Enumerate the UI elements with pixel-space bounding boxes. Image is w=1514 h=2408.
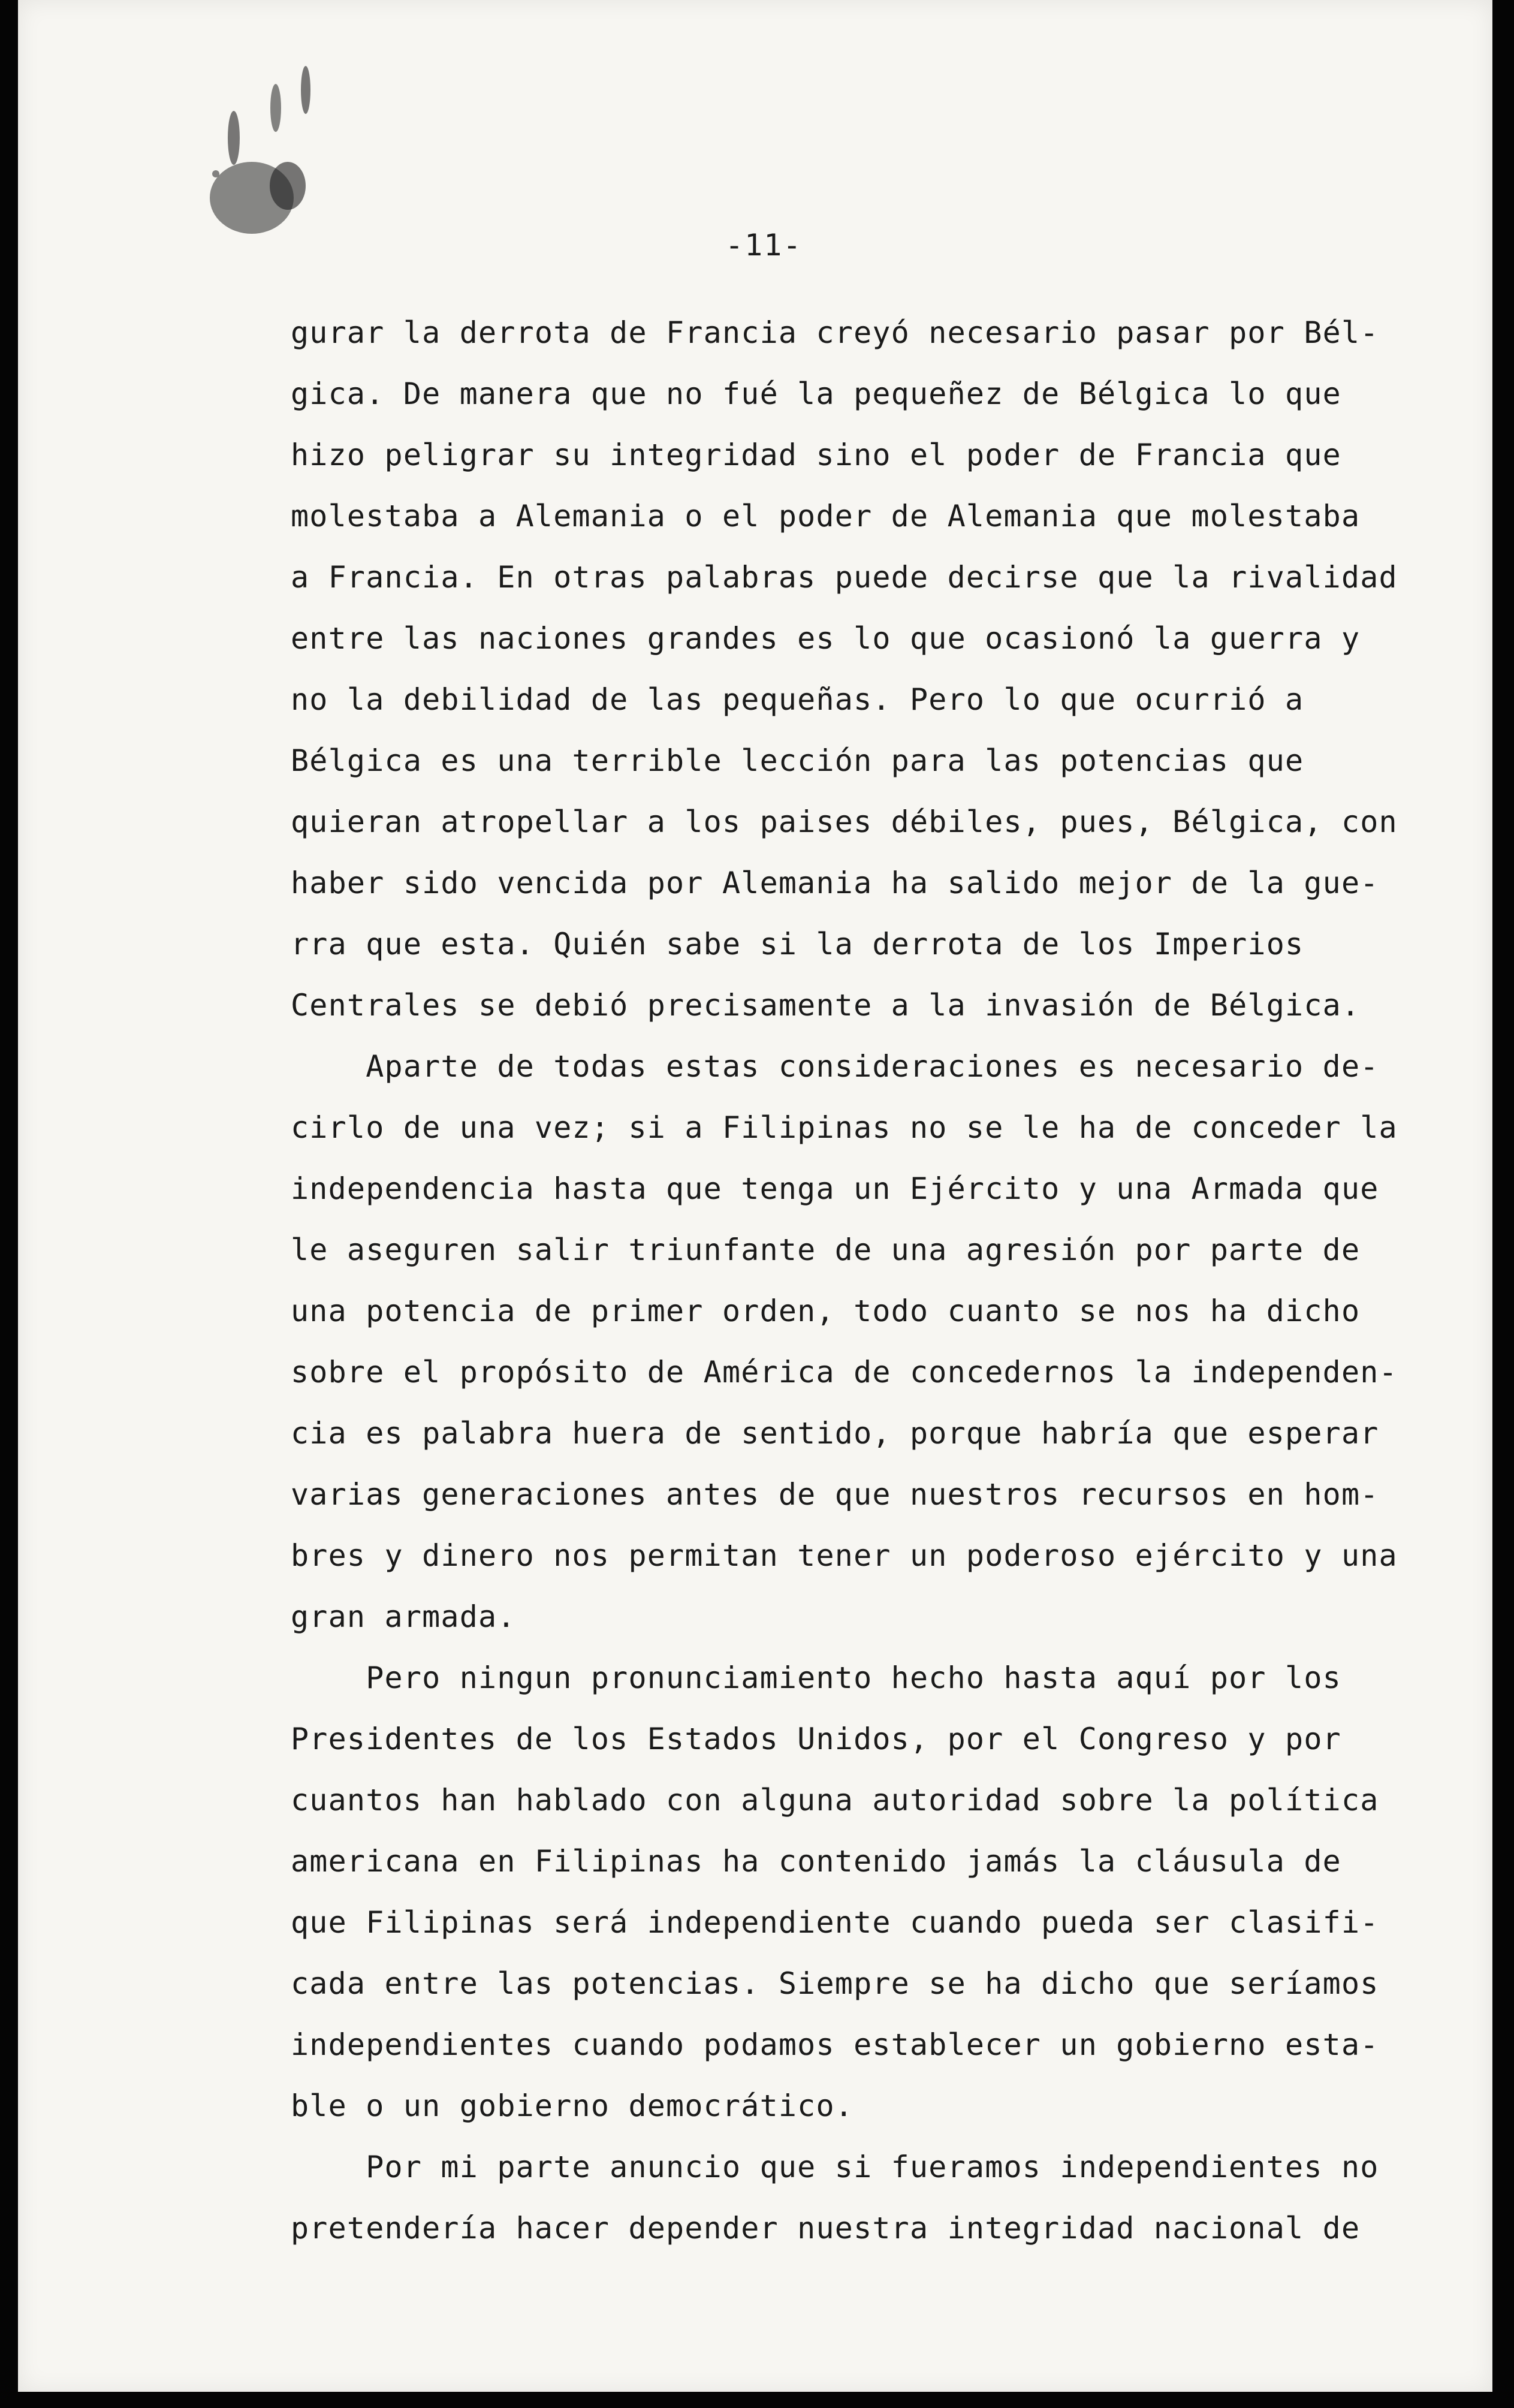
text-line: cuantos han hablado con alguna autoridad sobre la política — [291, 1783, 1379, 1818]
text-line: bres y dinero nos permitan tener un poderoso ejército y una — [291, 1538, 1398, 1573]
text-line: entre las naciones grandes es lo que ocasionó la guerra y — [291, 621, 1361, 656]
text-line: le aseguren salir triunfante de una agresión por parte de — [291, 1232, 1361, 1267]
text-line: cada entre las potencias. Siempre se ha dicho que seríamos — [291, 1966, 1379, 2001]
document-page — [18, 0, 1492, 2392]
text-line: Pero ningun pronunciamiento hecho hasta aquí por los — [291, 1660, 1341, 1695]
text-line: a Francia. En otras palabras puede decirse que la rivalidad — [291, 560, 1398, 595]
text-line: Centrales se debió precisamente a la invasión de Bélgica. — [291, 988, 1361, 1023]
text-line: independientes cuando podamos establecer un gobierno esta- — [291, 2027, 1379, 2062]
ink-smudge-fingerprint — [180, 48, 336, 252]
text-line: no la debilidad de las pequeñas. Pero lo que ocurrió a — [291, 682, 1304, 717]
text-line: rra que esta. Quién sabe si la derrota de los Imperios — [291, 927, 1304, 962]
text-line: quieran atropellar a los paises débiles, pues, Bélgica, con — [291, 804, 1398, 839]
text-line: ble o un gobierno democrático. — [291, 2088, 854, 2123]
text-line: haber sido vencida por Alemania ha salido mejor de la gue- — [291, 866, 1379, 900]
text-line: molestaba a Alemania o el poder de Alemania que molestaba — [291, 499, 1361, 534]
text-line: una potencia de primer orden, todo cuanto se nos ha dicho — [291, 1294, 1361, 1328]
text-line: gran armada. — [291, 1599, 516, 1634]
text-line: gica. De manera que no fué la pequeñez de Bélgica lo que — [291, 376, 1341, 411]
text-line: hizo peligrar su integridad sino el poder de Francia que — [291, 438, 1341, 472]
page-number: -11- — [725, 228, 803, 263]
text-line: Presidentes de los Estados Unidos, por el Congreso y por — [291, 1722, 1341, 1756]
text-line: independencia hasta que tenga un Ejército y una Armada que — [291, 1171, 1379, 1206]
text-line: Bélgica es una terrible lección para las potencias que — [291, 743, 1304, 778]
text-line: Aparte de todas estas consideraciones es necesario de- — [291, 1049, 1379, 1084]
text-line: sobre el propósito de América de concedernos la independen- — [291, 1355, 1398, 1390]
text-line: pretendería hacer depender nuestra integridad nacional de — [291, 2211, 1361, 2246]
text-line: que Filipinas será independiente cuando pueda ser clasifi- — [291, 1905, 1379, 1940]
text-line: cirlo de una vez; si a Filipinas no se le ha de conceder la — [291, 1110, 1398, 1145]
text-line: Por mi parte anuncio que si fueramos independientes no — [291, 2150, 1379, 2184]
text-line: gurar la derrota de Francia creyó necesario pasar por Bél- — [291, 315, 1379, 350]
text-line: americana en Filipinas ha contenido jamás la cláusula de — [291, 1844, 1341, 1879]
text-line: varias generaciones antes de que nuestros recursos en hom- — [291, 1477, 1379, 1512]
text-line: cia es palabra huera de sentido, porque habría que esperar — [291, 1416, 1379, 1451]
